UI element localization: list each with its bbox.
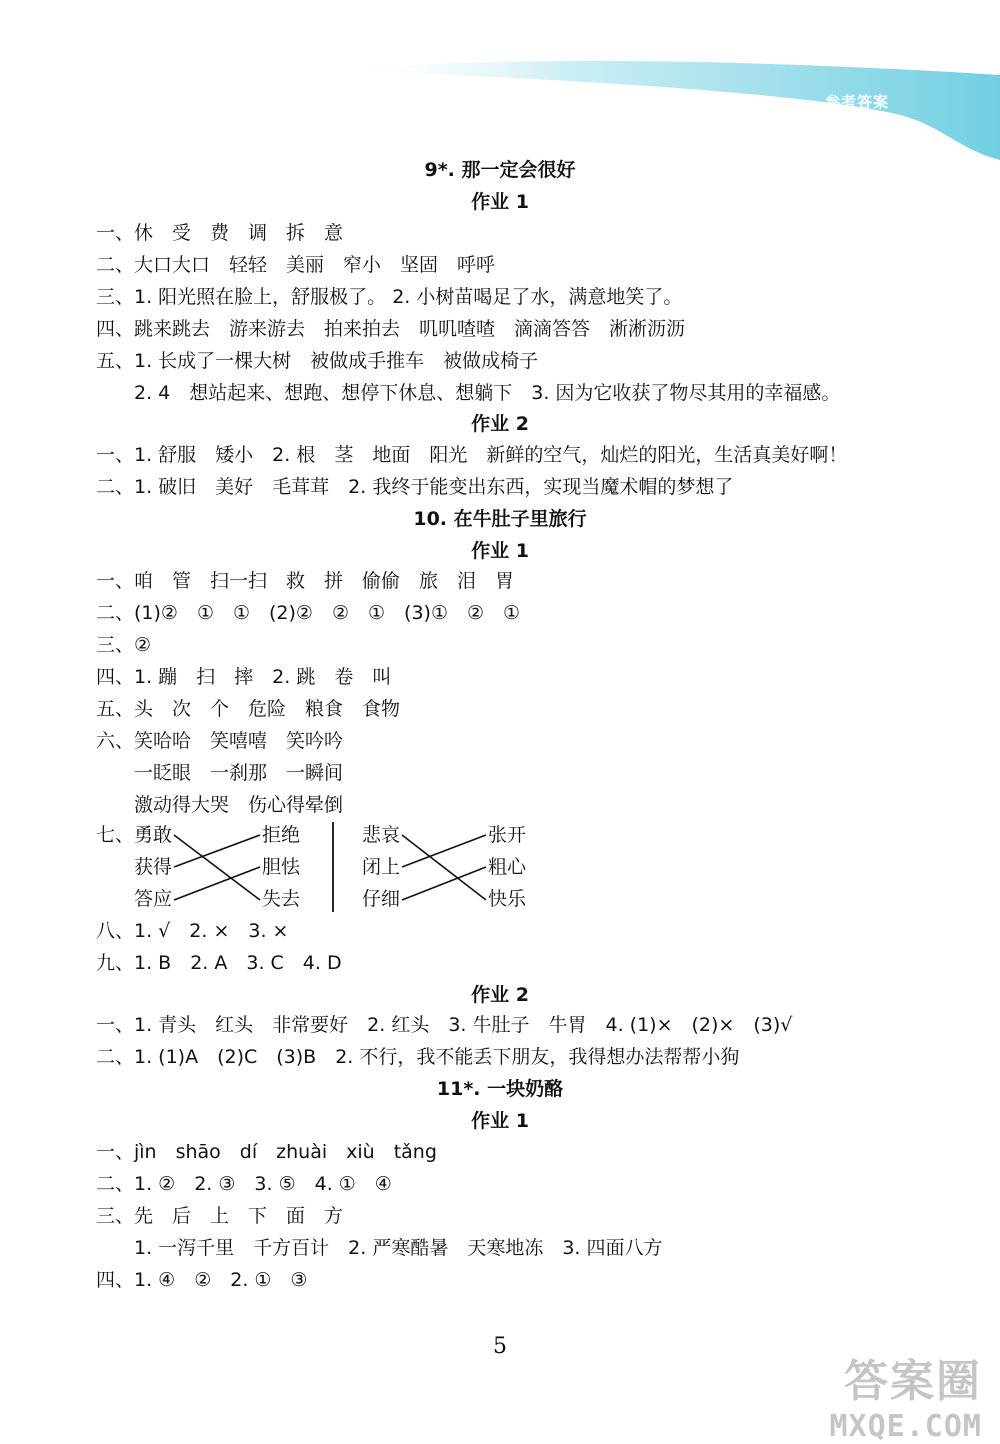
answer-line: 一、咱 管 扫一扫 救 拼 偷偷 旅 泪 胃: [96, 570, 515, 592]
match-word: 快乐: [488, 888, 527, 910]
hw1-heading: 作业 1: [471, 540, 529, 562]
answer-line: 四、1. ④ ② 2. ① ③: [96, 1269, 308, 1291]
answer-line: 激动得大哭 伤心得晕倒: [134, 794, 344, 816]
header-tag: 参考答案: [824, 93, 889, 111]
match-word: 胆怯: [262, 856, 301, 878]
match-word: 悲哀: [362, 824, 401, 846]
answer-line: 一、1. 舒服 矮小 2. 根 茎 地面 阳光 新鲜的空气，灿烂的阳光，生活真美好啊！: [96, 444, 848, 466]
watermark-line2: MXQE.COM: [829, 1409, 982, 1444]
answer-line: 六、笑哈哈 笑嘻嘻 笑吟吟: [96, 730, 344, 752]
hw2-heading: 作业 2: [471, 413, 529, 435]
match-word: 拒绝: [262, 824, 301, 846]
header-swoosh: [0, 0, 1000, 170]
match-word: 粗心: [488, 856, 527, 878]
match-word: 勇敢: [134, 824, 173, 846]
match-word: 获得: [134, 856, 173, 878]
hw1-heading: 作业 1: [471, 1110, 529, 1132]
match-word: 失去: [262, 888, 301, 910]
lesson10-title: 10. 在牛肚子里旅行: [413, 508, 587, 530]
match-prefix: 七、: [96, 824, 135, 846]
answer-line: 九、1. B 2. A 3. C 4. D: [96, 952, 342, 974]
lesson9-title: 9*. 那一定会很好: [424, 159, 576, 181]
answer-line: 二、1. ② 2. ③ 3. ⑤ 4. ① ④: [96, 1173, 392, 1195]
hw1-heading: 作业 1: [471, 191, 529, 213]
match-word: 闭上: [362, 856, 401, 878]
match-word: 仔细: [362, 888, 401, 910]
answer-line: 二、(1)② ① ① (2)② ② ① (3)① ② ①: [96, 602, 521, 624]
match-line: [402, 835, 486, 867]
match-line: [402, 835, 486, 900]
answer-line: 五、1. 长成了一棵大树 被做成手推车 被做成椅子: [96, 350, 539, 372]
answer-line: 二、1. 破旧 美好 毛茸茸 2. 我终于能变出东西，实现当魔术帽的梦想了: [96, 476, 734, 498]
answer-line: 三、1. 阳光照在脸上，舒服极了。 2. 小树苗喝足了水，满意地笑了。: [96, 286, 683, 308]
answer-line: 一、休 受 费 调 拆 意: [96, 222, 344, 244]
matching-exercise: [96, 818, 556, 918]
page-number: 5: [493, 1334, 507, 1359]
answer-line: 八、1. √ 2. × 3. ×: [96, 920, 289, 942]
answer-line: 一眨眼 一刹那 一瞬间: [134, 762, 344, 784]
answer-line: 一、1. 青头 红头 非常要好 2. 红头 3. 牛肚子 牛胃 4. (1)× (2)× (3)√: [96, 1014, 793, 1036]
watermark: [830, 1345, 983, 1444]
match-line: [402, 867, 486, 900]
match-line: [174, 835, 260, 900]
answer-line: 一、jìn shāo dí zhuài xiù tǎng: [96, 1141, 437, 1163]
answer-line: 四、跳来跳去 游来游去 拍来拍去 叽叽喳喳 滴滴答答 淅淅沥沥: [96, 318, 686, 340]
match-lines: [96, 818, 556, 918]
answer-line: 三、②: [96, 634, 152, 656]
watermark-line1: 答案圈: [844, 1356, 982, 1407]
match-word: 张开: [488, 824, 527, 846]
hw2-heading: 作业 2: [471, 984, 529, 1006]
match-line: [174, 835, 260, 867]
lesson11-title: 11*. 一块奶酪: [436, 1078, 564, 1100]
answer-line: 四、1. 蹦 扫 摔 2. 跳 卷 叫: [96, 666, 392, 688]
match-word: 答应: [134, 888, 173, 910]
answer-line: 三、先 后 上 下 面 方: [96, 1205, 344, 1227]
answer-line: 2. 4 想站起来、想跑、想停下休息、想躺下 3. 因为它收获了物尽其用的幸福感。: [134, 382, 841, 404]
answer-line: 二、1. (1)A (2)C (3)B 2. 不行，我不能丢下朋友，我得想办法帮帮小狗: [96, 1046, 740, 1068]
match-line: [174, 867, 260, 900]
answer-line: 1. 一泻千里 千方百计 2. 严寒酷暑 天寒地冻 3. 四面八方: [134, 1237, 663, 1259]
answer-line: 五、头 次 个 危险 粮食 食物: [96, 698, 401, 720]
answer-line: 二、大口大口 轻轻 美丽 窄小 坚固 呼呼: [96, 254, 496, 276]
